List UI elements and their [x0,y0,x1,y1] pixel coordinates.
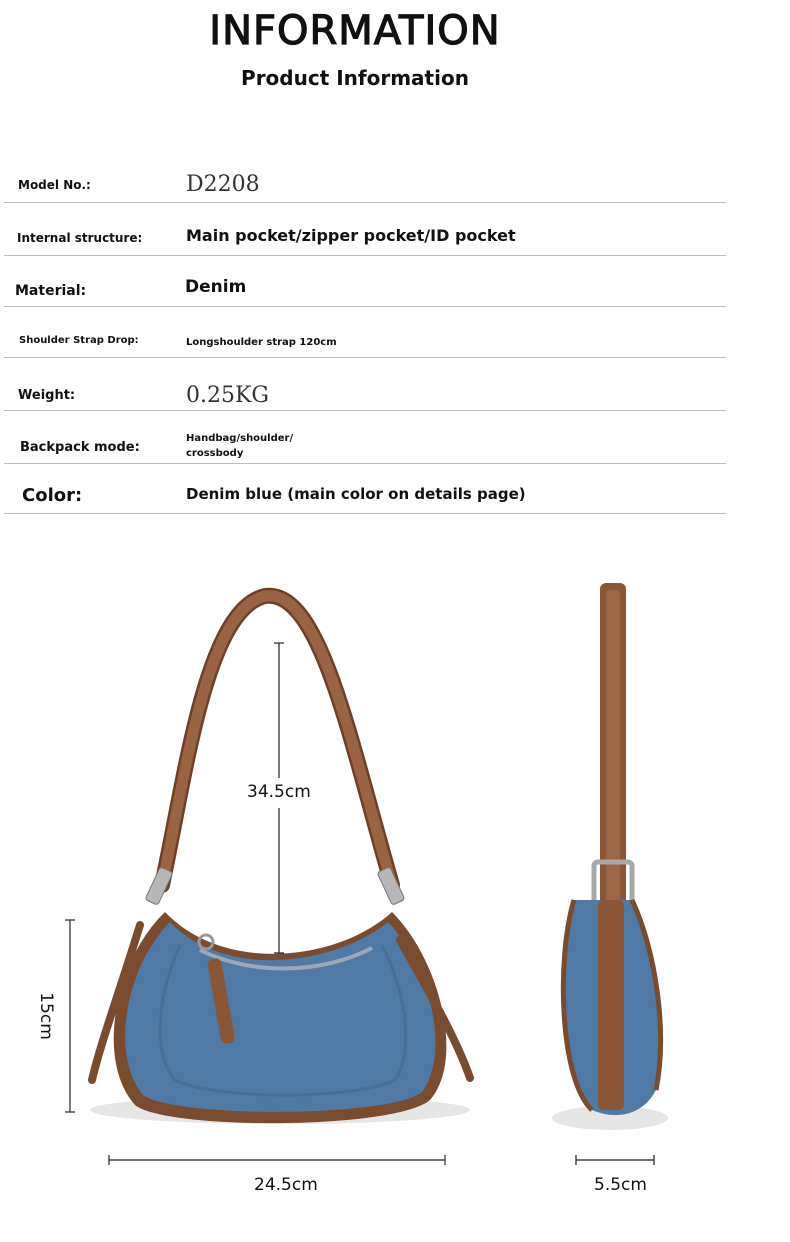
spec-value-line-2: crossbody [186,448,244,459]
spec-label: Weight: [18,388,76,403]
width-label: 24.5cm [254,1175,318,1195]
strap-drop-label: 34.5cm [247,782,311,802]
height-measure [65,920,75,1112]
spec-value: Denim blue (main color on details page) [186,485,526,503]
spec-label: Material: [15,283,87,299]
depth-label: 5.5cm [594,1175,647,1195]
spec-value: Longshoulder strap 120cm [186,337,337,348]
spec-value: Denim [185,277,247,297]
width-measure [109,1155,445,1165]
spec-value: D2208 [186,172,260,197]
spec-value: Main pocket/zipper pocket/ID pocket [186,226,516,245]
spec-label: Shoulder Strap Drop: [19,335,139,346]
spec-label: Backpack mode: [20,440,140,455]
spec-label: Color: [22,485,83,506]
page-title: INFORMATION [209,8,501,54]
front-bag-body [114,912,447,1123]
spec-value-line-1: Handbag/shoulder/ [186,433,294,444]
spec-label: Internal structure: [17,231,143,245]
depth-measure [576,1155,654,1165]
front-strap [162,596,392,885]
spec-label: Model No.: [18,178,91,192]
side-front-strap [598,900,624,1110]
front-right-clip [377,867,405,906]
spec-value: 0.25KG [186,383,269,408]
page-subtitle: Product Information [241,66,469,90]
height-label: 15cm [35,992,56,1040]
